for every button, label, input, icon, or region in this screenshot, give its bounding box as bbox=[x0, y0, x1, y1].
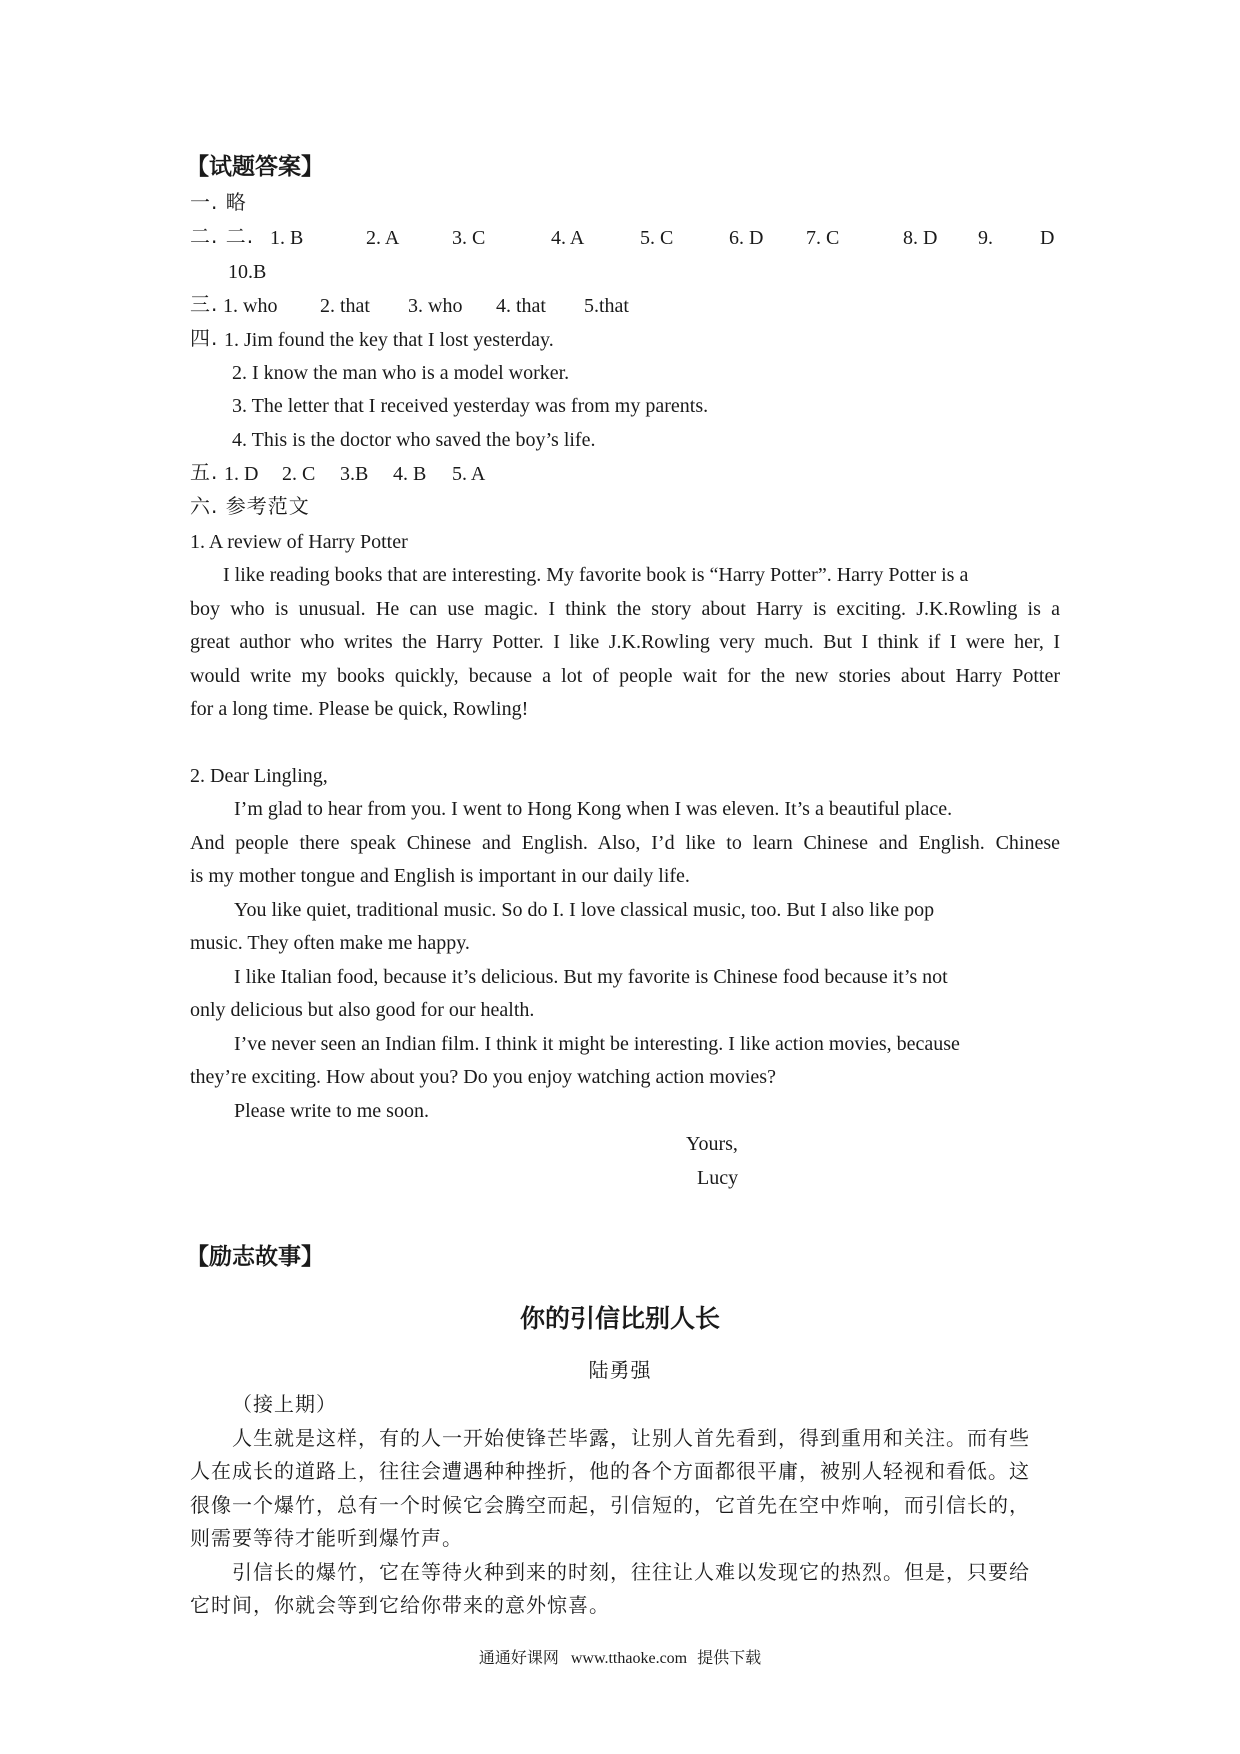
s2-answer-6: 6. D bbox=[729, 227, 764, 249]
essay-2-line-4: You like quiet, traditional music. So do I. I love classical music, too. But I also like pop bbox=[234, 899, 935, 921]
essay-1-line-3: great author who writes the Harry Potter. I like J.K.Rowling very much. But I think if I were her, I bbox=[190, 631, 1060, 653]
story-line-6: 它时间，你就会等到它给你带来的意外惊喜。 bbox=[190, 1593, 610, 1617]
s2-answer-2: 2. A bbox=[366, 227, 400, 249]
s2-answer-3: 3. C bbox=[452, 227, 486, 249]
s5-answer-4: 4. B bbox=[393, 463, 427, 485]
section-3-prefix: 三. bbox=[190, 292, 219, 316]
s3-answer-2: 2. that bbox=[320, 295, 370, 317]
essay-2-line-7: only delicious but also good for our health. bbox=[190, 999, 535, 1021]
section-5-prefix: 五. bbox=[190, 460, 219, 484]
essay-1-line-4: would write my books quickly, because a lot of people wait for the new stories about Harry Potter bbox=[190, 665, 1060, 687]
story-line-4: 则需要等待才能听到爆竹声。 bbox=[190, 1526, 463, 1550]
page-footer bbox=[0, 1650, 1240, 1667]
s2-answer-8: 8. D bbox=[903, 227, 938, 249]
essay-1-line-2: boy who is unusual. He can use magic. I think the story about Harry is exciting. J.K.Rowling is a bbox=[190, 598, 1060, 620]
story-continued: （接上期） bbox=[232, 1392, 337, 1416]
section-2-prefix: 二. 二. bbox=[190, 224, 255, 248]
section-6-heading: 六. 参考范文 bbox=[190, 494, 310, 518]
answers-heading: 【试题答案】 bbox=[186, 154, 324, 180]
s3-answer-4: 4. that bbox=[496, 295, 546, 317]
essay-2-title: 2. Dear Lingling, bbox=[190, 765, 328, 787]
s5-answer-1: 1. D bbox=[224, 463, 259, 485]
footer-site-name: 通通好课网 bbox=[478, 1648, 559, 1667]
story-line-1: 人生就是这样，有的人一开始使锋芒毕露，让别人首先看到，得到重用和关注。而有些 bbox=[232, 1426, 1030, 1450]
footer-url[interactable]: www.tthaoke.com bbox=[570, 1650, 688, 1667]
essay-2-closing: Yours, bbox=[686, 1133, 738, 1155]
s4-line-2: 2. I know the man who is a model worker. bbox=[232, 362, 570, 384]
essay-1-line-5: for a long time. Please be quick, Rowling! bbox=[190, 698, 529, 720]
s4-line-4: 4. This is the doctor who saved the boy’s life. bbox=[232, 429, 596, 451]
essay-2-line-9: they’re exciting. How about you? Do you enjoy watching action movies? bbox=[190, 1066, 776, 1088]
s3-answer-1: 1. who bbox=[223, 295, 278, 317]
s2-answer-10: 10.B bbox=[228, 261, 267, 283]
essay-2-line-2: And people there speak Chinese and English. Also, I’d like to learn Chinese and English. Chinese bbox=[190, 832, 1060, 854]
s5-answer-2: 2. C bbox=[282, 463, 316, 485]
s4-line-3: 3. The letter that I received yesterday was from my parents. bbox=[232, 395, 709, 417]
story-title: 你的引信比别人长 bbox=[519, 1304, 720, 1333]
story-line-3: 很像一个爆竹，总有一个时候它会腾空而起，引信短的，它首先在空中炸响，而引信长的， bbox=[190, 1493, 1030, 1517]
s2-answer-1: 1. B bbox=[270, 227, 304, 249]
s5-answer-3: 3.B bbox=[340, 463, 369, 485]
story-line-2: 人在成长的道路上，往往会遭遇种种挫折，他的各个方面都很平庸，被别人轻视和看低。这 bbox=[190, 1459, 1030, 1483]
s3-answer-5: 5.that bbox=[584, 295, 629, 317]
s3-answer-3: 3. who bbox=[408, 295, 463, 317]
section-4-prefix: 四. bbox=[190, 326, 219, 350]
story-line-5: 引信长的爆竹，它在等待火种到来的时刻，往往让人难以发现它的热烈。但是，只要给 bbox=[232, 1560, 1030, 1584]
essay-2-line-1: I’m glad to hear from you. I went to Hong Kong when I was eleven. It’s a beautiful place. bbox=[234, 798, 953, 820]
story-author: 陆勇强 bbox=[588, 1358, 652, 1382]
s2-answer-5: 5. C bbox=[640, 227, 674, 249]
s2-answer-9-value: D bbox=[1040, 227, 1055, 249]
essay-1-title: 1. A review of Harry Potter bbox=[190, 531, 408, 553]
story-heading: 【励志故事】 bbox=[186, 1244, 324, 1270]
essay-2-line-10: Please write to me soon. bbox=[234, 1100, 429, 1122]
essay-2-line-3: is my mother tongue and English is important in our daily life. bbox=[190, 865, 690, 887]
essay-2-line-5: music. They often make me happy. bbox=[190, 932, 470, 954]
essay-1-line-1: I like reading books that are interesting. My favorite book is “Harry Potter”. Harry Potter is a bbox=[223, 564, 969, 586]
section-1-line: 一. 略 bbox=[190, 190, 247, 214]
s2-answer-4: 4. A bbox=[551, 227, 585, 249]
essay-2-signature: Lucy bbox=[697, 1167, 739, 1189]
s2-answer-7: 7. C bbox=[806, 227, 840, 249]
essay-2-line-8: I’ve never seen an Indian film. I think it might be interesting. I like action movies, because bbox=[234, 1033, 960, 1055]
s5-answer-5: 5. A bbox=[452, 463, 486, 485]
s2-answer-9: 9. bbox=[978, 227, 993, 249]
footer-suffix: 提供下载 bbox=[697, 1648, 762, 1667]
s4-line-1: 1. Jim found the key that I lost yesterday. bbox=[224, 329, 554, 351]
essay-2-line-6: I like Italian food, because it’s delicious. But my favorite is Chinese food because it’s not bbox=[234, 966, 948, 988]
